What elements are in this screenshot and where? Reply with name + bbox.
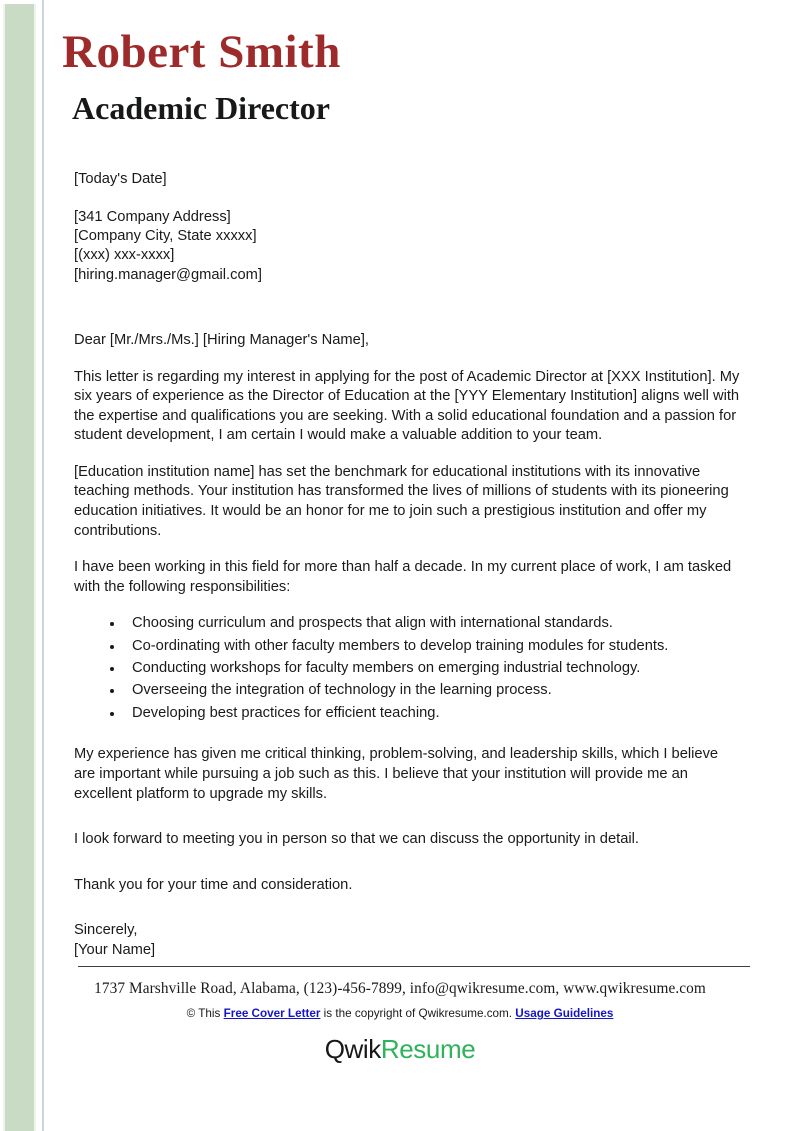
recipient-email: [hiring.manager@gmail.com] (74, 266, 262, 283)
spacer (74, 912, 742, 921)
decorative-side-rule (42, 0, 44, 1131)
body-paragraph-4: My experience has given me critical thinking, problem-solving, and leadership skills, which I believe are important while pursuing a job such as this. I believe that your institution will provide me an excellent platform to upgrade my skills. (74, 746, 719, 802)
free-cover-letter-link[interactable]: Free Cover Letter (223, 1007, 321, 1020)
body-paragraph-6: Thank you for your time and consideration. (74, 876, 353, 893)
signature-block (74, 921, 742, 960)
footer-divider (78, 966, 750, 967)
logo-text-qwik: Qwik (324, 1034, 381, 1064)
salutation: Dear [Mr./Mrs./Ms.] [Hiring Manager's Name], (74, 332, 369, 349)
signature-name: [Your Name] (74, 941, 156, 958)
closing-line: Sincerely, (74, 922, 138, 939)
decorative-side-rail (3, 4, 36, 1131)
spacer (74, 821, 742, 830)
logo-text-resume: Resume (380, 1034, 476, 1064)
qwikresume-logo (0, 1034, 800, 1065)
recipient-address-line1: [341 Company Address] (74, 208, 231, 225)
footer-copyright-line (0, 1007, 800, 1020)
body-paragraph-3: I have been working in this field for more than half a decade. In my current place of work, I am tasked with the following responsibilities: (74, 559, 732, 595)
body-paragraph-5: I look forward to meeting you in person so that we can discuss the opportunity in detail. (74, 831, 639, 848)
footer-contact-line: 1737 Marshville Road, Alabama, (123)-456-7899, info@qwikresume.com, www.qwikresume.com (94, 980, 706, 997)
recipient-address-line2: [Company City, State xxxxx] (74, 227, 257, 244)
letter-body (74, 170, 742, 960)
letter-header (62, 28, 762, 127)
spacer (74, 867, 742, 876)
list-item: Choosing curriculum and prospects that align with international standards. (110, 614, 742, 634)
list-item: Developing best practices for efficient teaching. (110, 704, 742, 724)
body-paragraph-2: [Education institution name] has set the benchmark for educational institutions with its innovative teaching methods. Your institution has transformed the lives of millions of students with its pioneering education initiatives. It would be an honor for me to join such a prestigious institution and offer my contributions. (74, 463, 729, 539)
applicant-name: Robert Smith (62, 26, 341, 78)
recipient-phone: [(xxx) xxx-xxxx] (74, 247, 175, 264)
list-item: Overseeing the integration of technology in the learning process. (110, 681, 742, 701)
copyright-prefix: © This (186, 1007, 224, 1020)
page-footer (0, 980, 800, 1065)
responsibilities-list (74, 614, 742, 723)
usage-guidelines-link[interactable]: Usage Guidelines (515, 1007, 614, 1020)
letter-date: [Today's Date] (74, 171, 167, 187)
list-item: Conducting workshops for faculty members on emerging industrial technology. (110, 659, 742, 679)
body-paragraph-1: This letter is regarding my interest in applying for the post of Academic Director at [XXX Institution]. My six years of experience as the Director of Education at the [YYY Elementary Institution] aligns well with the expertise and qualifications you are seeking. With a solid educational foundation and a passion for student development, I am certain I would make a valuable addition to your team. (74, 368, 740, 444)
list-item: Co-ordinating with other faculty members to develop training modules for students. (110, 637, 742, 657)
copyright-middle: is the copyright of Qwikresume.com. (320, 1007, 516, 1020)
applicant-job-title: Academic Director (72, 90, 330, 127)
recipient-address-block (74, 208, 742, 286)
